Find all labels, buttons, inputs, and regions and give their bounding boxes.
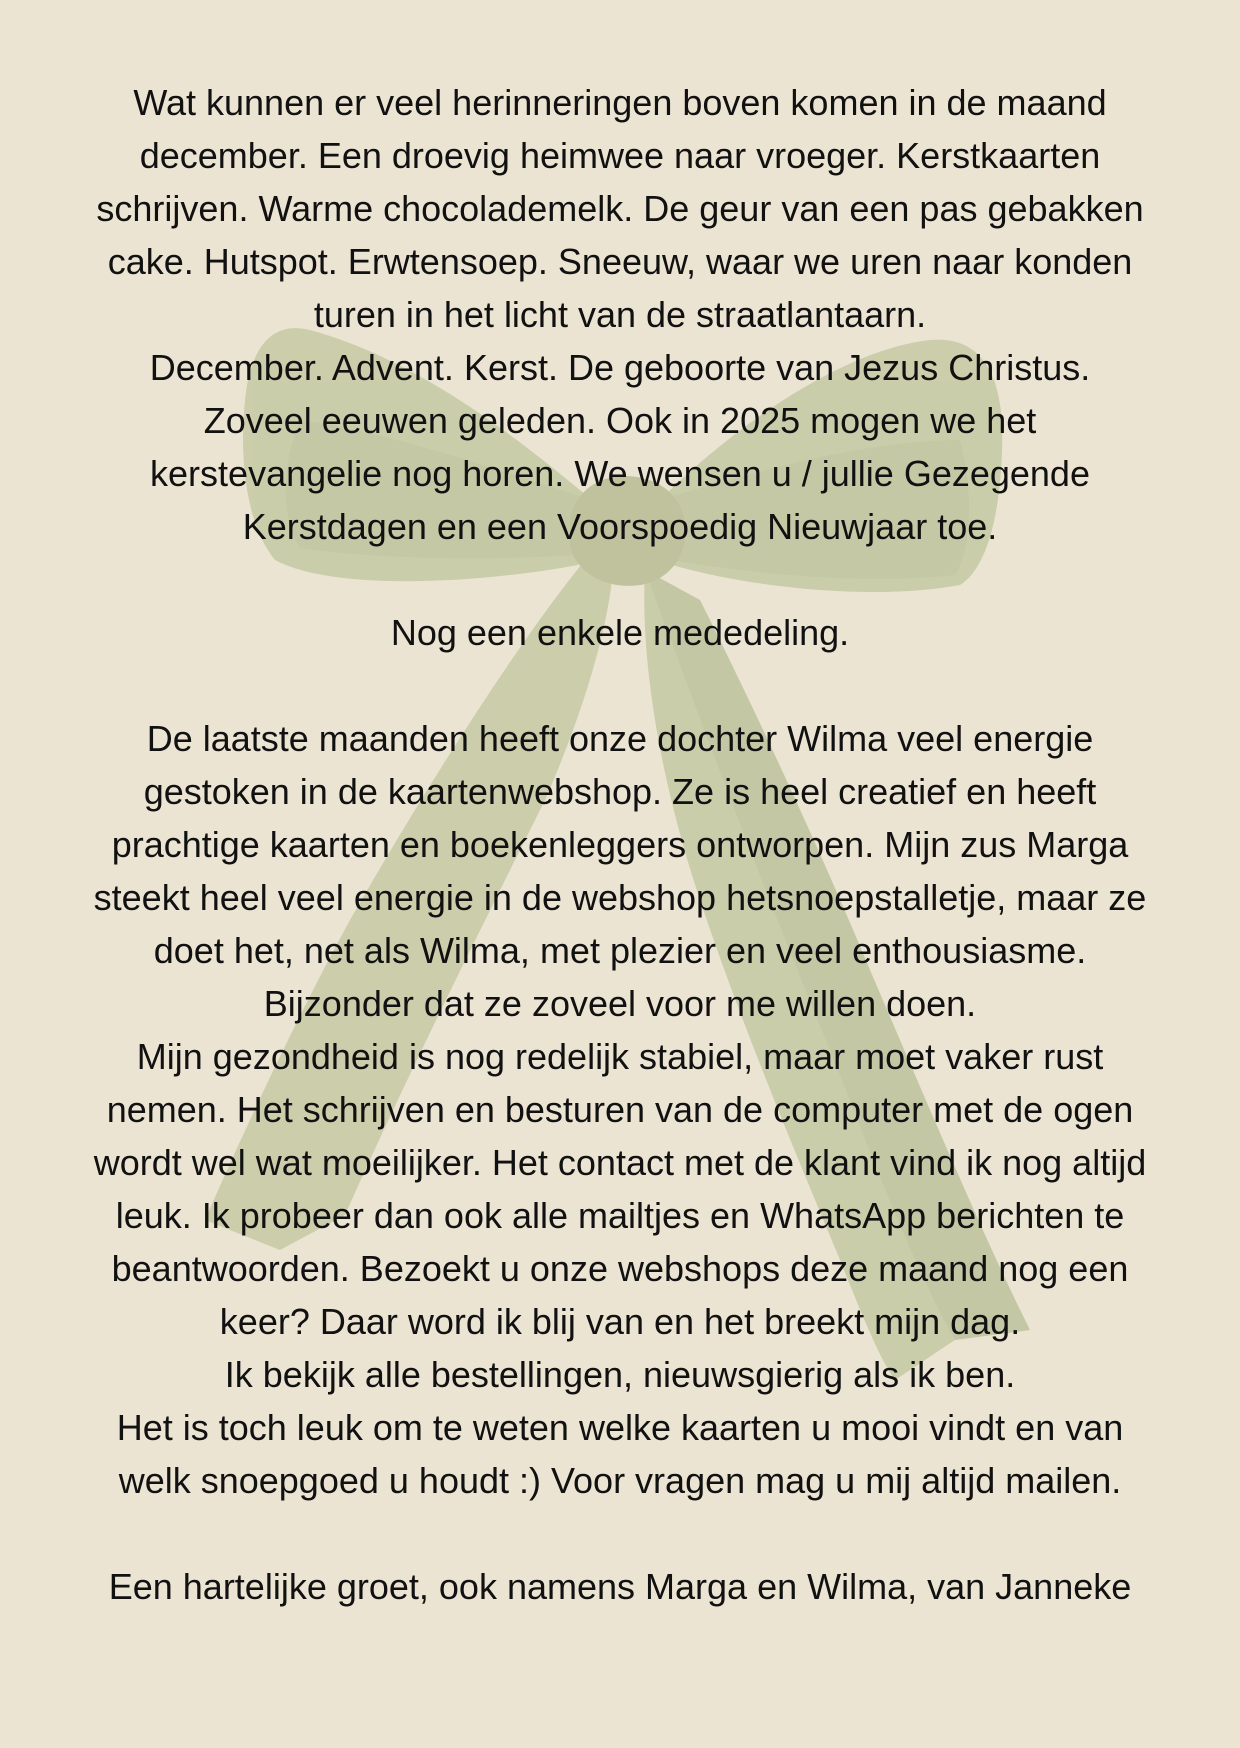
- closing-signature: Een hartelijke groet, ook namens Marga en Wilma, van Janneke: [108, 1566, 1132, 1607]
- paragraph-orders: Ik bekijk alle bestellingen, nieuwsgierig als ik ben.: [224, 1354, 1016, 1395]
- letter-body: [40, 76, 1200, 1613]
- spacer: [40, 659, 1200, 712]
- spacer: [40, 553, 1200, 606]
- spacer: [40, 1507, 1200, 1560]
- paragraph-memories: Wat kunnen er veel herinneringen boven komen in de maand december. Een droevig heimwee naar vroeger. Kerstkaarten schrijven. Warme chocolademelk. De geur van een pas gebakken cake. Hutspot. Erwtensoep. Sneeuw, waar we uren naar konden turen in het licht van de straatlantaarn.: [96, 82, 1144, 335]
- notice-heading: Nog een enkele mededeling.: [390, 612, 850, 653]
- paragraph-webshops: De laatste maanden heeft onze dochter Wilma veel energie gestoken in de kaartenwebshop. Ze is heel creatief en heeft prachtige kaarten en boekenleggers ontworpen. Mijn zus Marga steekt heel veel energie in de webshop hetsnoepstalletje, maar ze doet het, net als Wilma, met plezier en veel enthousiasme. Bijzonder dat ze zoveel voor me willen doen.: [93, 718, 1147, 1024]
- paragraph-christmas-wishes: December. Advent. Kerst. De geboorte van Jezus Christus. Zoveel eeuwen geleden. Ook in 2025 mogen we het kerstevangelie nog horen. We wensen u / jullie Gezegende Kerstdagen en een Voorspoedig Nieuwjaar toe.: [149, 347, 1091, 547]
- paragraph-questions: Het is toch leuk om te weten welke kaarten u mooi vindt en van welk snoepgoed u houdt :) Voor vragen mag u mij altijd mailen.: [116, 1407, 1124, 1501]
- paragraph-health: Mijn gezondheid is nog redelijk stabiel, maar moet vaker rust nemen. Het schrijven en besturen van de computer met de ogen wordt wel wat moeilijker. Het contact met de klant vind ik nog altijd leuk. Ik probeer dan ook alle mailtjes en WhatsApp berichten te beantwoorden. Bezoekt u onze webshops deze maand nog een keer? Daar word ik blij van en het breekt mijn dag.: [93, 1036, 1147, 1342]
